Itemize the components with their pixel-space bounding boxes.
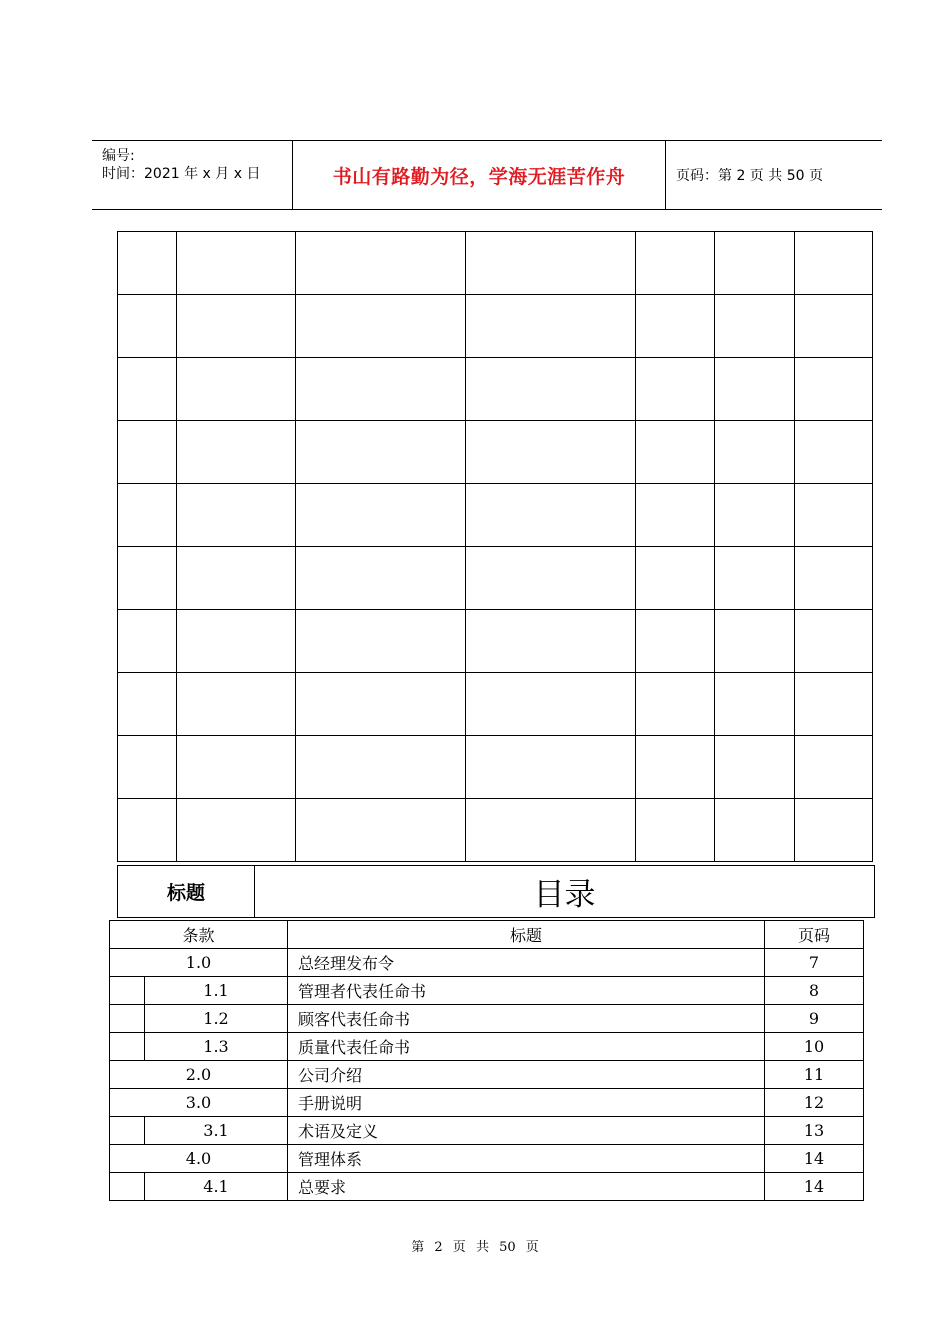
toc-title: 管理体系 <box>288 1145 765 1173</box>
toc-page: 10 <box>765 1033 864 1061</box>
blank-grid-cell <box>466 358 636 421</box>
toc-title: 术语及定义 <box>288 1117 765 1145</box>
blank-grid-cell <box>795 295 873 358</box>
blank-grid-cell <box>466 295 636 358</box>
blank-grid-cell <box>636 295 715 358</box>
toc-title: 手册说明 <box>288 1089 765 1117</box>
blank-grid-cell <box>636 610 715 673</box>
blank-grid-cell <box>296 421 466 484</box>
blank-grid-cell <box>715 547 795 610</box>
blank-grid-cell <box>466 736 636 799</box>
blank-grid-cell <box>177 232 296 295</box>
footer-ye-2: 页 <box>525 1240 539 1255</box>
toc-indent-cell <box>110 1033 145 1061</box>
toc-row <box>110 1033 864 1061</box>
footer-current-page: 2 <box>434 1240 443 1255</box>
toc-row <box>110 1117 864 1145</box>
blank-grid-cell <box>795 547 873 610</box>
footer-total-pages: 50 <box>499 1240 516 1255</box>
blank-grid-cell <box>296 610 466 673</box>
blank-grid-row <box>118 799 873 862</box>
blank-grid-cell <box>795 358 873 421</box>
blank-grid-cell <box>636 421 715 484</box>
blank-grid-row <box>118 295 873 358</box>
document-number-label: 编号: <box>102 148 135 164</box>
toc-page: 13 <box>765 1117 864 1145</box>
title-box <box>117 865 875 918</box>
toc-indent-cell <box>110 977 145 1005</box>
blank-grid-cell <box>466 547 636 610</box>
blank-grid-cell <box>795 484 873 547</box>
title-box-value: 目录 <box>533 877 596 913</box>
blank-grid-cell <box>177 358 296 421</box>
toc-indent-cell <box>110 1005 145 1033</box>
toc-clause: 1.2 <box>145 1005 288 1033</box>
blank-grid-cell <box>715 610 795 673</box>
blank-grid-cell <box>296 547 466 610</box>
header-motto: 书山有路勤为径，学海无涯苦作舟 <box>332 165 626 188</box>
toc-page: 7 <box>765 949 864 977</box>
blank-grid-cell <box>795 421 873 484</box>
toc-row <box>110 1173 864 1201</box>
blank-grid-cell <box>466 799 636 862</box>
blank-grid-row <box>118 610 873 673</box>
blank-grid-cell <box>466 232 636 295</box>
blank-grid-cell <box>118 421 177 484</box>
blank-grid-body <box>118 232 873 862</box>
blank-grid-cell <box>636 736 715 799</box>
blank-grid-cell <box>636 547 715 610</box>
toc-row <box>110 977 864 1005</box>
blank-grid-cell <box>296 358 466 421</box>
blank-grid-cell <box>715 484 795 547</box>
blank-grid-cell <box>118 358 177 421</box>
blank-grid-cell <box>636 799 715 862</box>
blank-grid-cell <box>795 232 873 295</box>
toc-clause: 4.1 <box>145 1173 288 1201</box>
blank-grid-cell <box>795 673 873 736</box>
header-page-info: 页码：第 2 页 共 50 页 <box>676 168 823 184</box>
blank-grid-cell <box>177 736 296 799</box>
blank-grid-cell <box>715 358 795 421</box>
toc-row <box>110 1005 864 1033</box>
toc-clause: 4.0 <box>110 1145 288 1173</box>
blank-grid-cell <box>177 673 296 736</box>
blank-grid-cell <box>296 484 466 547</box>
blank-grid-cell <box>177 547 296 610</box>
toc-row <box>110 1061 864 1089</box>
footer-ye: 页 <box>452 1240 466 1255</box>
document-time: 时间：2021 年 x 月 x 日 <box>102 166 261 182</box>
blank-grid-cell <box>795 736 873 799</box>
footer-gong: 共 <box>475 1240 489 1255</box>
toc-indent-cell <box>110 1117 145 1145</box>
toc-page: 14 <box>765 1145 864 1173</box>
blank-grid-row <box>118 736 873 799</box>
blank-grid-row <box>118 484 873 547</box>
blank-grid-cell <box>466 610 636 673</box>
toc-page: 11 <box>765 1061 864 1089</box>
toc-header-title: 标题 <box>288 921 765 949</box>
toc-clause: 1.3 <box>145 1033 288 1061</box>
blank-grid-cell <box>118 547 177 610</box>
blank-grid-cell <box>296 673 466 736</box>
blank-grid-cell <box>795 610 873 673</box>
blank-grid-cell <box>296 736 466 799</box>
header-meta <box>92 141 293 209</box>
blank-grid-cell <box>177 799 296 862</box>
blank-grid-table <box>117 231 873 862</box>
toc-title: 总经理发布令 <box>288 949 765 977</box>
blank-grid-cell <box>715 736 795 799</box>
blank-grid-cell <box>118 673 177 736</box>
document-header <box>92 140 882 210</box>
blank-grid-cell <box>296 799 466 862</box>
toc-title: 质量代表任命书 <box>288 1033 765 1061</box>
blank-grid-cell <box>636 673 715 736</box>
blank-grid-row <box>118 547 873 610</box>
blank-grid-cell <box>296 232 466 295</box>
blank-grid-cell <box>636 358 715 421</box>
toc-clause: 3.0 <box>110 1089 288 1117</box>
blank-grid-cell <box>177 421 296 484</box>
blank-grid-row <box>118 421 873 484</box>
blank-grid-cell <box>715 673 795 736</box>
toc-indent-cell <box>110 1173 145 1201</box>
toc-header-row <box>110 921 864 949</box>
toc-row <box>110 1145 864 1173</box>
blank-grid-row <box>118 673 873 736</box>
blank-grid-cell <box>118 295 177 358</box>
blank-grid-cell <box>636 232 715 295</box>
blank-grid-cell <box>118 232 177 295</box>
blank-grid-row <box>118 358 873 421</box>
toc-clause: 1.0 <box>110 949 288 977</box>
blank-grid-cell <box>118 484 177 547</box>
toc-page: 14 <box>765 1173 864 1201</box>
blank-grid-cell <box>177 295 296 358</box>
page-footer <box>0 1236 950 1255</box>
blank-grid-cell <box>177 484 296 547</box>
toc-page: 9 <box>765 1005 864 1033</box>
blank-grid-cell <box>715 799 795 862</box>
header-motto-cell <box>293 141 666 209</box>
blank-grid-cell <box>795 799 873 862</box>
toc-table <box>109 920 864 1201</box>
blank-grid-cell <box>118 736 177 799</box>
blank-grid-cell <box>636 484 715 547</box>
toc-header-page: 页码 <box>765 921 864 949</box>
blank-grid-cell <box>118 799 177 862</box>
footer-di: 第 <box>411 1240 425 1255</box>
blank-grid-cell <box>466 484 636 547</box>
blank-grid-cell <box>715 421 795 484</box>
toc-header-clause: 条款 <box>110 921 288 949</box>
title-box-label: 标题 <box>118 866 255 917</box>
toc-page: 8 <box>765 977 864 1005</box>
blank-grid-cell <box>466 673 636 736</box>
toc-row <box>110 949 864 977</box>
blank-grid-cell <box>177 610 296 673</box>
blank-grid-cell <box>715 295 795 358</box>
toc-title: 顾客代表任命书 <box>288 1005 765 1033</box>
toc-title: 管理者代表任命书 <box>288 977 765 1005</box>
toc-body <box>110 921 864 1201</box>
toc-clause: 1.1 <box>145 977 288 1005</box>
toc-clause: 2.0 <box>110 1061 288 1089</box>
toc-page: 12 <box>765 1089 864 1117</box>
blank-grid-cell <box>296 295 466 358</box>
blank-grid-cell <box>466 421 636 484</box>
blank-grid-row <box>118 232 873 295</box>
toc-clause: 3.1 <box>145 1117 288 1145</box>
toc-title: 总要求 <box>288 1173 765 1201</box>
blank-grid-cell <box>118 610 177 673</box>
blank-grid-cell <box>715 232 795 295</box>
toc-title: 公司介绍 <box>288 1061 765 1089</box>
toc-row <box>110 1089 864 1117</box>
